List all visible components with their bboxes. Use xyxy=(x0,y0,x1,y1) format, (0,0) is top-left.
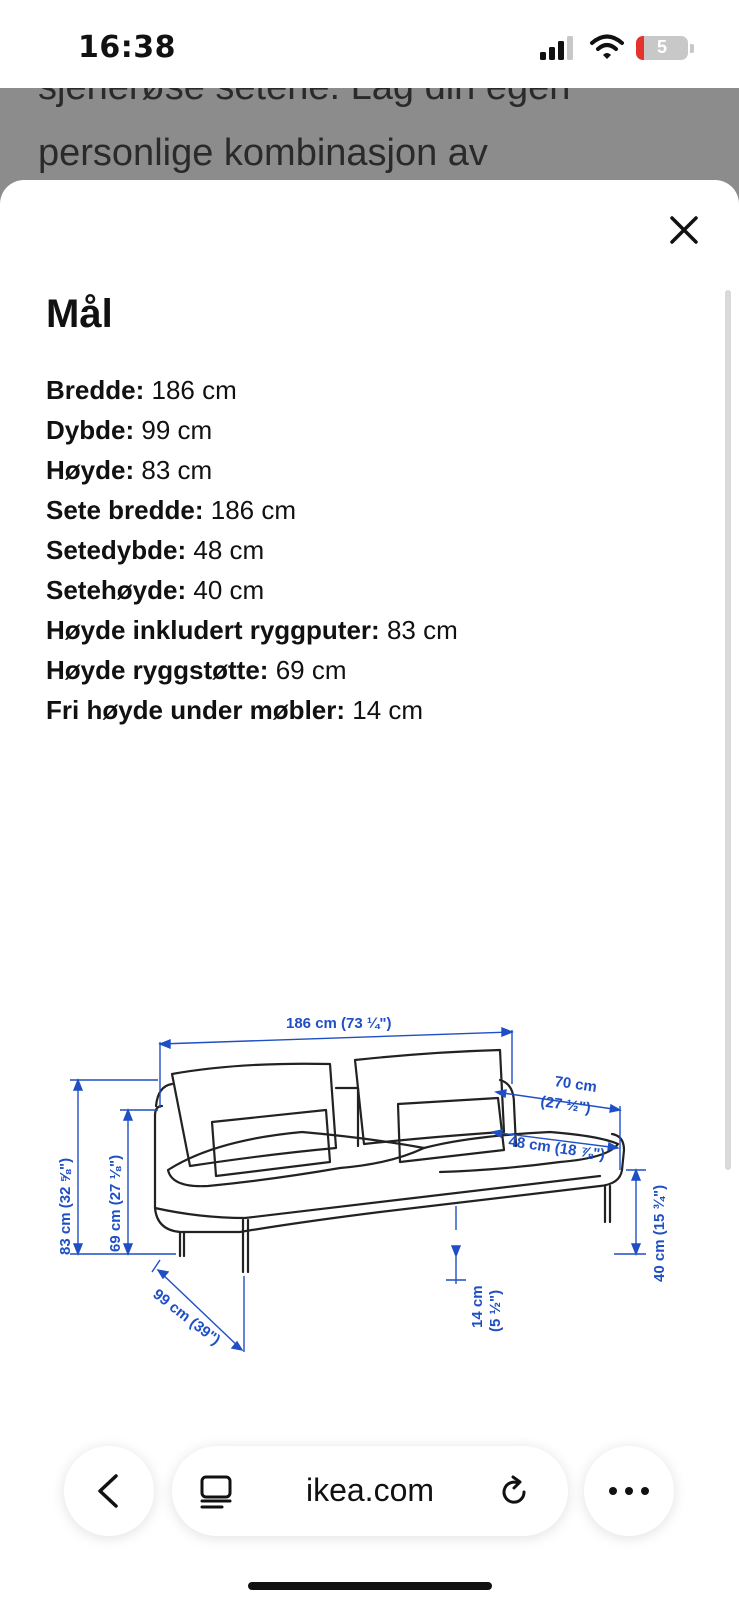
sheet-title: Mål xyxy=(46,292,113,336)
home-indicator[interactable] xyxy=(248,1582,492,1590)
label-back-height: 69 cm (27 ⅛") xyxy=(107,1154,124,1252)
spec-label: Bredde: xyxy=(46,375,145,405)
background-text-line: personlige kombinasjon av xyxy=(38,132,488,174)
spec-value: 186 cm xyxy=(151,375,237,405)
label-depth-total: 70 cm xyxy=(553,1073,598,1096)
label-clearance: 14 cm xyxy=(469,1285,486,1328)
label-width: 186 cm (73 ¼") xyxy=(286,1015,392,1032)
label-depth-total-inch: (27 ½") xyxy=(539,1093,592,1117)
spec-item xyxy=(46,410,458,450)
label-depth: 99 cm (39") xyxy=(149,1285,224,1349)
spec-label: Høyde ryggstøtte: xyxy=(46,655,269,685)
more-horizontal-icon xyxy=(608,1486,650,1496)
spec-item xyxy=(46,650,458,690)
address-text: ikea.com xyxy=(305,1472,435,1508)
chevron-left-icon xyxy=(94,1472,124,1510)
spec-value: 83 cm xyxy=(141,455,213,485)
dimensions-sheet xyxy=(0,180,739,1600)
spec-value: 40 cm xyxy=(193,575,265,605)
battery-icon xyxy=(636,36,688,60)
cellular-signal-icon xyxy=(540,36,576,60)
spec-label: Høyde inkludert ryggputer: xyxy=(46,615,380,645)
spec-list xyxy=(46,370,458,730)
label-seat-height: 40 cm (15 ¾") xyxy=(651,1184,668,1282)
spec-value: 14 cm xyxy=(352,695,424,725)
spec-value: 99 cm xyxy=(141,415,213,445)
spec-item xyxy=(46,450,458,490)
spec-item xyxy=(46,570,458,610)
scrollbar[interactable] xyxy=(725,290,731,1170)
spec-value: 69 cm xyxy=(275,655,347,685)
back-button[interactable] xyxy=(64,1446,154,1536)
close-icon[interactable] xyxy=(664,210,704,250)
spec-label: Sete bredde: xyxy=(46,495,204,525)
label-height: 83 cm (32 ⅝") xyxy=(57,1157,74,1255)
label-clearance-inch: (5 ½") xyxy=(487,1289,504,1332)
status-time: 16:38 xyxy=(78,30,176,65)
dimension-labels xyxy=(57,1015,668,1349)
sofa-dimension-diagram xyxy=(40,900,700,1349)
status-bar xyxy=(0,0,739,88)
spec-value: 83 cm xyxy=(386,615,458,645)
wifi-icon xyxy=(590,34,624,60)
spec-item xyxy=(46,690,458,730)
address-bar[interactable] xyxy=(172,1446,568,1536)
spec-label: Setehøyde: xyxy=(46,575,187,605)
spec-item xyxy=(46,370,458,410)
label-seat-depth: 48 cm (18 ⅞") xyxy=(507,1133,607,1164)
more-menu-button[interactable] xyxy=(584,1446,674,1536)
spec-item xyxy=(46,530,458,570)
spec-item xyxy=(46,490,458,530)
spec-label: Dybde: xyxy=(46,415,135,445)
reload-icon[interactable] xyxy=(496,1474,532,1510)
spec-label: Setedybde: xyxy=(46,535,187,565)
spec-item xyxy=(46,610,458,650)
battery-level: 5 xyxy=(656,37,667,57)
spec-label: Fri høyde under møbler: xyxy=(46,695,346,725)
battery-tip xyxy=(690,44,694,53)
spec-value: 48 cm xyxy=(193,535,265,565)
spec-label: Høyde: xyxy=(46,455,135,485)
spec-value: 186 cm xyxy=(210,495,296,525)
